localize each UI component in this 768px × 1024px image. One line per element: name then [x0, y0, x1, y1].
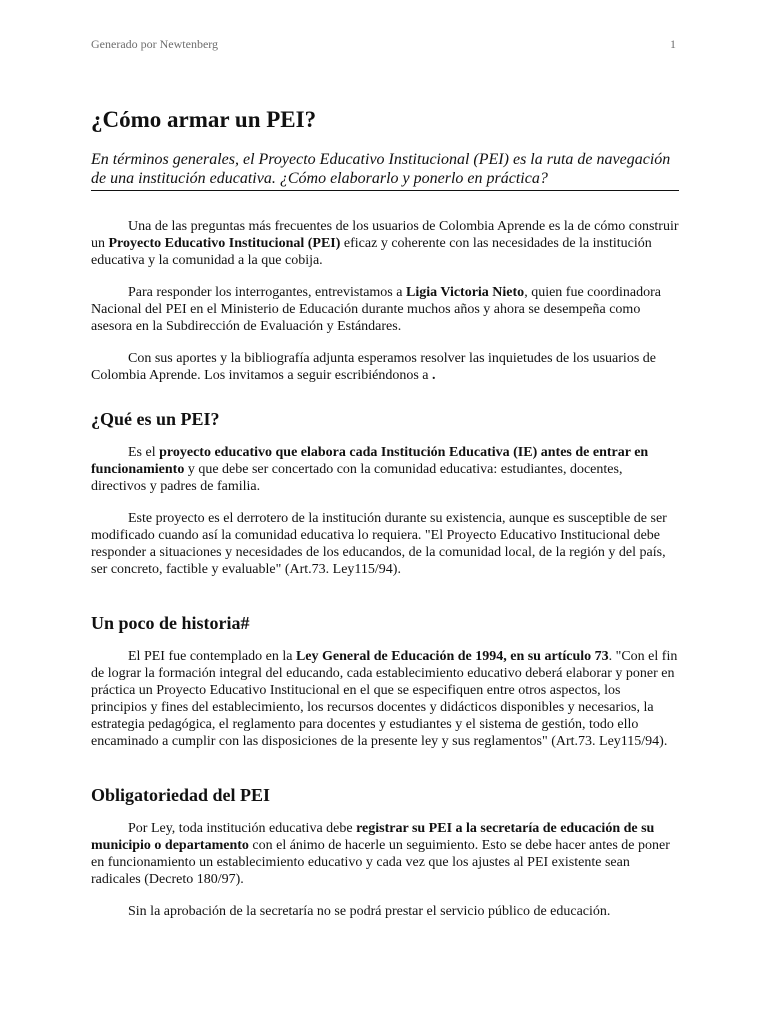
- intro-paragraph-2: Para responder los interrogantes, entrevistamos a Ligia Victoria Nieto, quien fue coordinadora Nacional del PEI en el Ministerio de Educación durante muchos años y ahora se desempeña como asesora en la Subdirección de Evaluación y Estándares.: [91, 285, 662, 334]
- lead-paragraph: En términos generales, el Proyecto Educativo Institucional (PEI) es la ruta de navegación de una institución educativa. ¿Cómo elaborarlo y ponerlo en práctica?: [91, 150, 679, 191]
- page-number: 1: [670, 37, 676, 51]
- page-header-source: Generado por Newtenberg: [91, 37, 219, 51]
- document-body: [91, 100, 679, 935]
- intro-paragraph-1: Una de las preguntas más frecuentes de los usuarios de Colombia Aprende es la de cómo construir un Proyecto Educativo Institucional (PEI) eficaz y coherente con las necesidades de la institución educativa y la comunidad a la que cobija.: [91, 219, 679, 268]
- intro-paragraph-3: Con sus aportes y la bibliografía adjunta esperamos resolver las inquietudes de los usuarios de Colombia Aprende. Los invitamos a seguir escribiéndonos a .: [91, 351, 656, 383]
- section-heading-historia: Un poco de historia#: [91, 613, 250, 633]
- document-title: ¿Cómo armar un PEI?: [91, 107, 317, 132]
- section1-paragraph-1: Es el proyecto educativo que elabora cada Institución Educativa (IE) antes de entrar en funcionamiento y que debe ser concertado con la comunidad educativa: estudiantes, docentes, directivos y padres de familia.: [91, 445, 649, 494]
- section3-paragraph-2: Sin la aprobación de la secretaría no se podrá prestar el servicio público de educación.: [128, 904, 611, 919]
- section3-paragraph-1: Por Ley, toda institución educativa debe registrar su PEI a la secretaría de educación de su municipio o departamento con el ánimo de hacerle un seguimiento. Esto se debe hacer antes de poner en funcionamiento un establecimiento educativo y cada vez que los ajustes al PEI existente sean radicales (Decreto 180/97).: [91, 821, 670, 887]
- section-heading-obligatoriedad: Obligatoriedad del PEI: [91, 785, 271, 805]
- section1-paragraph-2: Este proyecto es el derrotero de la institución durante su existencia, aunque es susceptible de ser modificado cuando así la comunidad educativa lo requiera. "El Proyecto Educativo Institucional debe responder a situaciones y necesidades de los educandos, de la comunidad local, de la región y del país, ser concreto, factible y evaluable" (Art.73. Ley115/94).: [91, 511, 667, 577]
- section2-paragraph-1: El PEI fue contemplado en la Ley General de Educación de 1994, en su artículo 73. "Con el fin de lograr la formación integral del educando, cada establecimiento educativo deberá elaborar y poner en práctica un Proyecto Educativo Institucional en el que se especifiquen entre otros aspectos, los principios y fines del establecimiento, los recursos docentes y didácticos disponibles y necesarios, la estrategia pedagógica, el reglamento para docentes y estudiantes y el sistema de gestión, todo ello encaminado a cumplir con las disposiciones de la presente ley y sus reglamentos" (Art.73. Ley115/94).: [91, 649, 678, 749]
- section-heading-que-es: ¿Qué es un PEI?: [91, 409, 220, 429]
